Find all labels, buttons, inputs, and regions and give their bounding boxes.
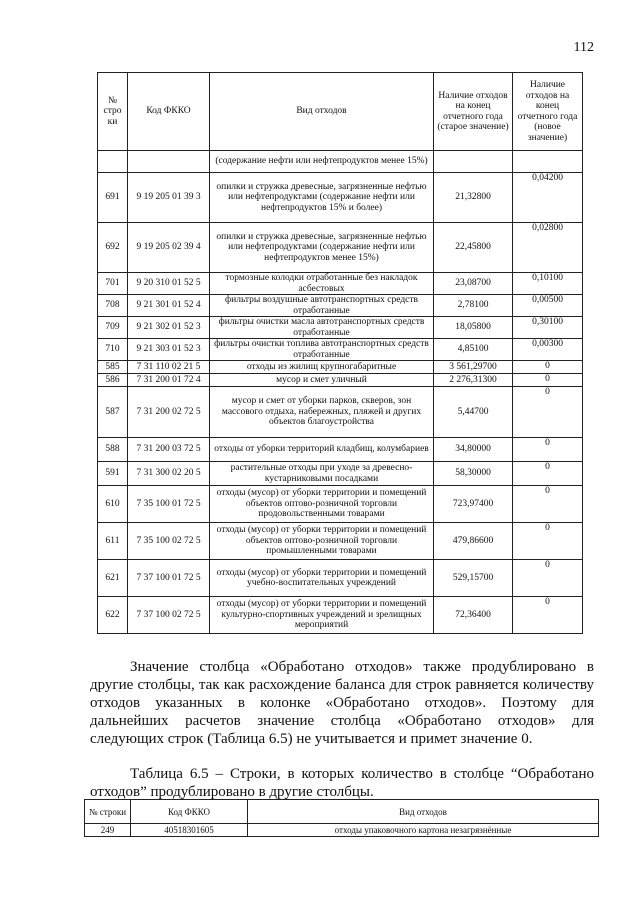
row-number: 591 [98,462,128,486]
row-waste-type: растительные отходы при уходе за древесно-кустарниковыми посадками [210,462,434,486]
row-new-value: 0,10100 [513,273,583,295]
t65-row-code: 40518301605 [131,824,248,837]
row-new-value: 0 [513,597,583,634]
row-waste-type: отходы (мусор) от уборки территории и помещений объектов оптово-розничной торговли промышленными товарами [210,523,434,560]
row-old-value: 3 561,29700 [434,361,513,374]
t65-header-code: Код ФККО [131,800,248,824]
row-old-value: 34,80000 [434,438,513,462]
row-code: 9 21 302 01 52 3 [128,317,210,339]
row-waste-type: опилки и стружка древесные, загрязненные нефтью или нефтепродуктами (содержание нефти или нефтепродуктов менее 15%) [210,223,434,273]
table-row [98,361,583,374]
row-old-value: 479,86600 [434,523,513,560]
row-old-value: 21,32800 [434,173,513,223]
row-new-value: 0,00300 [513,339,583,361]
row-old-value: 23,08700 [434,273,513,295]
row-code: 9 21 301 01 52 4 [128,295,210,317]
row-waste-type: отходы (мусор) от уборки территории и помещений учебно-воспитательных учреждений [210,560,434,597]
row-old-value: 529,15700 [434,560,513,597]
row-new-value: 0 [513,387,583,438]
table-header-row [98,73,583,151]
header-new-value: Наличие отходов на конец отчетного года (новое значение) [513,73,583,151]
table-row [98,374,583,387]
row-waste-type: отходы от уборки территорий кладбищ, колумбариев [210,438,434,462]
table65-row [85,824,599,837]
header-old-value: Наличие отходов на конец отчетного года (старое значение) [434,73,513,151]
row-code: 7 31 110 02 21 5 [128,361,210,374]
row-code: 7 37 100 01 72 5 [128,560,210,597]
t65-header-num: № строки [85,800,131,824]
row-waste-type: отходы из жилищ крупногабаритные [210,361,434,374]
row-code: 7 35 100 02 72 5 [128,523,210,560]
row-code: 7 31 300 02 20 5 [128,462,210,486]
row-new-value: 0 [513,438,583,462]
table-row [98,523,583,560]
row-new-value: 0 [513,361,583,374]
table-row [98,339,583,361]
header-type: Вид отходов [210,73,434,151]
table-row [98,560,583,597]
row-new-value: 0,00500 [513,295,583,317]
row-number: 710 [98,339,128,361]
table-row [98,273,583,295]
row-code: 7 31 200 01 72 4 [128,374,210,387]
row-code: 9 20 310 01 52 5 [128,273,210,295]
row-waste-type: опилки и стружка древесные, загрязненные нефтью или нефтепродуктами (содержание нефти или нефтепродуктов 15% и более) [210,173,434,223]
row-new-value: 0 [513,374,583,387]
waste-table [97,72,583,634]
row-number: 708 [98,295,128,317]
header-code: Код ФККО [128,73,210,151]
row-waste-type: отходы (мусор) от уборки территории и помещений культурно-спортивных учреждений и зрелищных мероприятий [210,597,434,634]
table-row [98,387,583,438]
row-code: 7 35 100 01 72 5 [128,486,210,523]
row-code: 7 31 200 03 72 5 [128,438,210,462]
table-row [98,597,583,634]
table-row [98,317,583,339]
row-waste-type: тормозные колодки отработанные без накладок асбестовых [210,273,434,295]
row-number: 610 [98,486,128,523]
row-new-value: 0 [513,523,583,560]
row-waste-type: отходы (мусор) от уборки территории и помещений объектов оптово-розничной торговли продовольственными товарами [210,486,434,523]
row-code: 9 19 205 02 39 4 [128,223,210,273]
t65-row-number: 249 [85,824,131,837]
table-row [98,486,583,523]
table-row [98,223,583,273]
row-old-value: 2,78100 [434,295,513,317]
row-old-value: 5,44700 [434,387,513,438]
row-waste-type: мусор и смет уличный [210,374,434,387]
table-caption: Таблица 6.5 – Строки, в которых количество в столбце “Обработано отходов” продублировано в другие столбцы. [90,766,594,800]
t65-header-type: Вид отходов [248,800,599,824]
table-row [98,462,583,486]
row-number: 691 [98,173,128,223]
row-old-value: 72,36400 [434,597,513,634]
table-6-5 [84,799,599,837]
row-number: 611 [98,523,128,560]
row-new-value: 0 [513,560,583,597]
row-code: 7 37 100 02 72 5 [128,597,210,634]
table-row-continuation [98,151,583,173]
row-code: 9 19 205 01 39 3 [128,173,210,223]
row-number: 621 [98,560,128,597]
row-old-value: 4,85100 [434,339,513,361]
row-old-value: 58,30000 [434,462,513,486]
continuation-text: (содержание нефти или нефтепродуктов менее 15%) [210,151,434,173]
row-new-value: 0,30100 [513,317,583,339]
row-new-value: 0 [513,462,583,486]
t65-row-waste-type: отходы упаковочного картона незагрязнённые [248,824,599,837]
row-new-value: 0,04200 [513,173,583,223]
row-waste-type: фильтры очистки масла автотранспортных средств отработанные [210,317,434,339]
row-new-value: 0 [513,486,583,523]
row-number: 587 [98,387,128,438]
row-number: 692 [98,223,128,273]
row-number: 586 [98,374,128,387]
row-number: 585 [98,361,128,374]
body-paragraph: Значение столбца «Обработано отходов» также продублировано в другие столбцы, так как расхождение баланса для строк равняется количеству отходов указанных в колонке «Обработано отходов». Поэтому для дальнейших расчетов значение столбца «Обработано отходов» для следующих строк (Таблица 6.5) не учитывается и примет значение 0. [90,659,594,747]
table-row [98,173,583,223]
row-code: 9 21 303 01 52 3 [128,339,210,361]
row-code: 7 31 200 02 72 5 [128,387,210,438]
row-number: 588 [98,438,128,462]
table65-header-row [85,800,599,824]
table-row [98,438,583,462]
row-waste-type: фильтры воздушные автотранспортных средств отработанные [210,295,434,317]
row-number: 701 [98,273,128,295]
table-row [98,295,583,317]
row-new-value: 0,02800 [513,223,583,273]
row-old-value: 18,05800 [434,317,513,339]
row-old-value: 723,97400 [434,486,513,523]
row-old-value: 2 276,31300 [434,374,513,387]
row-number: 709 [98,317,128,339]
row-number: 622 [98,597,128,634]
row-waste-type: мусор и смет от уборки парков, скверов, зон массового отдыха, набережных, пляжей и других объектов благоустройства [210,387,434,438]
header-num: № стро ки [98,73,128,151]
page-number: 112 [573,40,594,55]
row-old-value: 22,45800 [434,223,513,273]
row-waste-type: фильтры очистки топлива автотранспортных средств отработанные [210,339,434,361]
